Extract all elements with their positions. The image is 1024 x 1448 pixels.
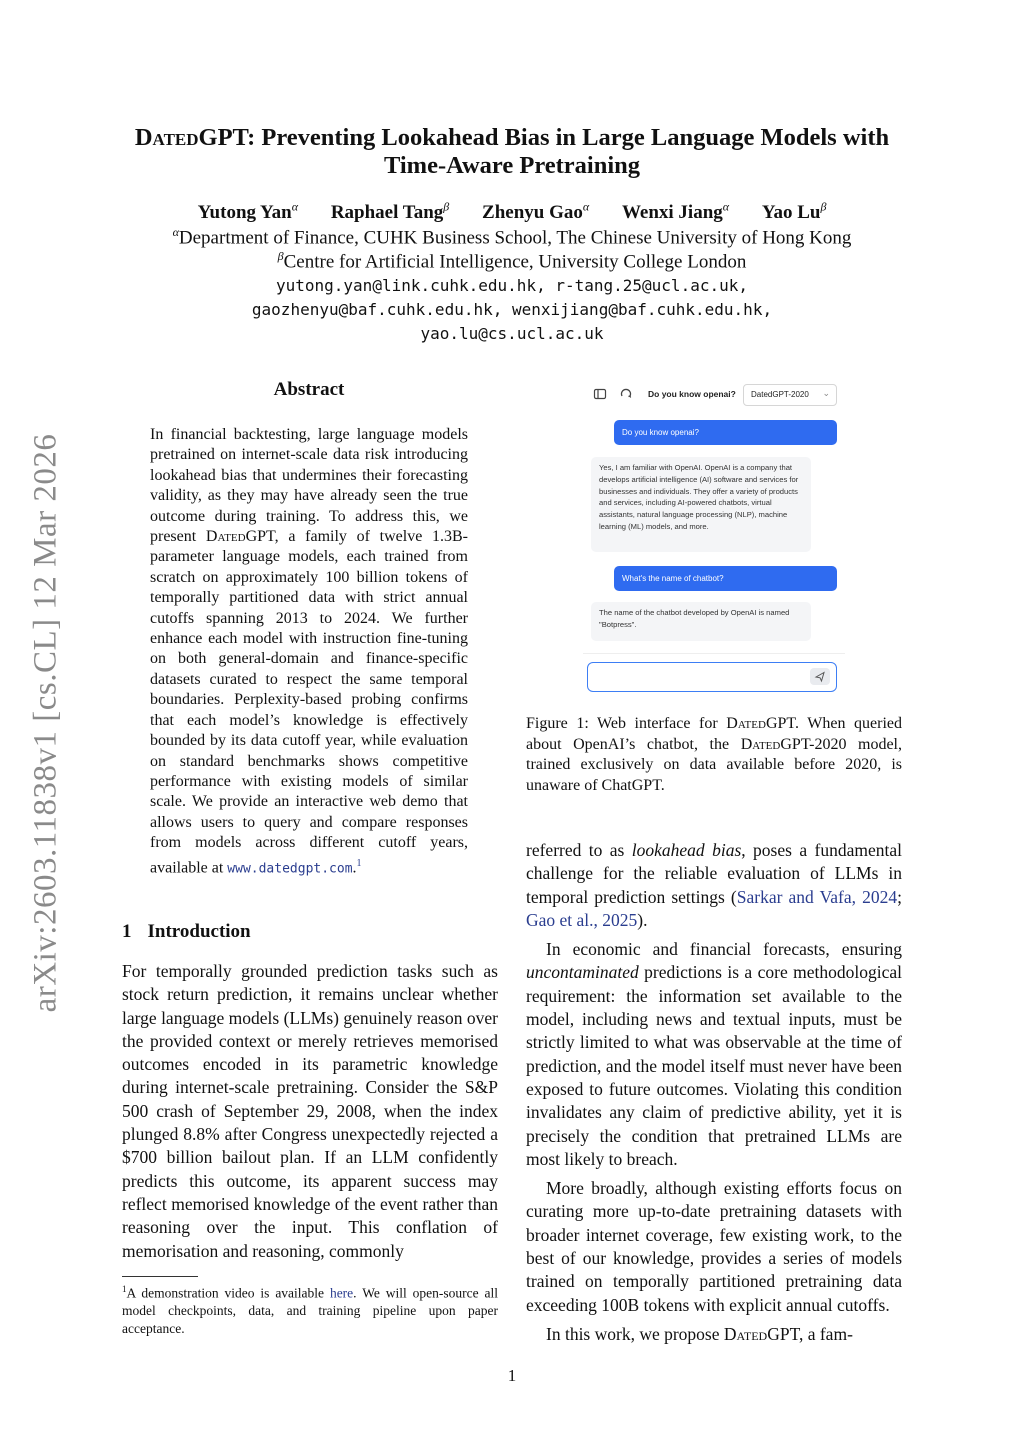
paragraph: In this work, we propose DatedGPT, a fam-: [546, 1323, 853, 1344]
right-column-text: [526, 839, 902, 1352]
bot-message: The name of the chatbot developed by OpenAI is named "Botpress".: [591, 602, 811, 641]
title-line1: GPT: Preventing Lookahead Bias in Large Language Models with: [198, 124, 890, 151]
title-smallcaps: Dated: [134, 124, 199, 151]
figure-toolbar: [583, 378, 845, 412]
arxiv-sidebar-stamp: [22, 418, 70, 1028]
email-line: yutong.yan@link.cuhk.edu.hk, r-tang.25@ucl.ac.uk,: [275, 276, 748, 295]
abstract-heading: Abstract: [273, 379, 345, 400]
affiliation-alpha: $^\alpha$Department of Finance, CUHK Business School, The Chinese University of Hong Kong: [172, 225, 852, 249]
paragraph: referred to as lookahead bias, poses a fundamental challenge for the reliable evaluation of LLMs in temporal prediction settings (Sarkar and Vafa, 2024; Gao et al., 2025).: [526, 840, 903, 930]
email-line: gaozhenyu@baf.cuhk.edu.hk, wenxijiang@baf.cuhk.edu.hk,: [251, 300, 773, 319]
send-button[interactable]: [810, 668, 830, 685]
email-line: yao.lu@cs.ucl.ac.uk: [420, 324, 604, 343]
citation-link[interactable]: Gao et al., 2025: [526, 909, 638, 930]
author: Zhenyu Gao$^\alpha$: [482, 200, 590, 224]
paragraph: More broadly, although existing efforts focus on curating more up-to-date pretraining datasets with broader internet coverage, few existing work, to the best of our knowledge, provides a series of models trained on temporally partitioned pretraining data exceeding 100B tokens with explicit annual cutoffs.: [526, 1178, 902, 1315]
bot-message: Yes, I am familiar with OpenAI. OpenAI is a company that develops artificial intelligence (AI) software and services for businesses and individuals. They offer a variety of products and services, including AI-powered chatbots, virtual assistants, natural language processing (NLP), machine learning (ML) models, and more.: [591, 457, 811, 552]
figure-caption: Figure 1: Web interface for DatedGPT. When queried about OpenAI’s chatbot, the DatedGPT-2020 model, trained exclusively on data available before 2020, is unaware of ChatGPT.: [526, 715, 903, 794]
model-select[interactable]: DatedGPT-2020 ⌄: [743, 384, 837, 406]
video-link[interactable]: here: [329, 1285, 354, 1301]
citation-link[interactable]: Sarkar and Vafa, 2024: [736, 886, 898, 907]
user-message: Do you know openai?: [614, 420, 837, 445]
paper-title: [90, 124, 934, 180]
affiliation-beta: $^\beta$Centre for Artificial Intelligence, University College London: [277, 249, 747, 273]
arxiv-id: arXiv:2603.11838v1 [cs.CL] 12 Mar 2026: [27, 433, 64, 1013]
abstract-body: In financial backtesting, large language models pretrained on internet-scale data risk introducing lookahead bias that undermines their forecasting validity, as they may have already seen the true outcome during training. To address this, we present DatedGPT, a family of twelve 1.3B-parameter language models, each trained from scratch on approximately 100 billion tokens of temporally partitioned data with strict annual cutoffs spanning 2013 to 2024. We further enhance each model with instruction fine-tuning on both general-domain and finance-specific datasets curated to respect the same temporal boundaries. Perplexity-based probing confirms that each model’s knowledge is effectively bounded by its data cutoff year, while evaluation on standard benchmarks shows competitive performance with existing models of similar scale. We provide an interactive web demo that allows users to query and compare responses from models across different cutoff years, available at www.datedgpt.com.$^1$: [150, 426, 469, 876]
send-icon: [810, 668, 830, 685]
author-list: [90, 200, 934, 224]
chat-input[interactable]: [587, 662, 837, 692]
section-heading: 1 Introduction: [122, 921, 251, 942]
author: Yao $Lu^\beta$: [761, 200, 827, 224]
page-number: 1: [507, 1366, 517, 1385]
author: Wenxi Jiang$^\alpha$: [621, 200, 730, 224]
chevron-down-icon: ⌄: [822, 388, 830, 398]
demo-link[interactable]: www.datedgpt.com: [227, 860, 353, 876]
conversation-title: Do you know openai?: [648, 389, 736, 399]
paragraph: In economic and financial forecasts, ensuring uncontaminated predictions is a core methodological requirement: the information set available to the model, including news and textual inputs, must be strictly limited to what was observable at the time of prediction, and the model itself must never have been exposed to future outcomes. Violating this condition invalidates any claim of predictive ability, yet it is precisely the condition that pretrained LLMs are most likely to breach.: [526, 939, 902, 1169]
author: Yutong Yan$^\alpha$: [197, 200, 299, 224]
divider: [583, 653, 845, 654]
footnote: $^1$A demonstration video is available here. We will open-source all model checkpoints, data, and training pipeline upon paper acceptance.: [122, 1284, 498, 1336]
sidebar-toggle-icon[interactable]: [593, 387, 607, 401]
new-chat-icon[interactable]: [619, 387, 633, 401]
intro-paragraph: For temporally grounded prediction tasks such as stock return prediction, it remains unclear whether large language models (LLMs) genuinely reason over the provided context or merely retrieves memorised outcomes encoded in its parametric knowledge during internet-scale pretraining. Consider the S&P 500 crash of September 29, 2008, when the index plunged 8.8% after Congress unexpectedly rejected a $700 billion bailout plan. If an LLM confidently predicts this outcome, its apparent success may reflect memorised knowledge of the event rather than reasoning over the input. This conflation of memorisation and reasoning, commonly: [122, 961, 498, 1261]
title-line2: Time-Aware Pretraining: [383, 152, 641, 179]
web-interface-figure: [583, 378, 845, 698]
author: Raphael Tang$^\beta$: [330, 200, 450, 224]
user-message: What's the name of chatbot?: [614, 566, 837, 591]
footnote-rule: [122, 1276, 198, 1277]
footnote-ref[interactable]: 1: [356, 857, 362, 869]
